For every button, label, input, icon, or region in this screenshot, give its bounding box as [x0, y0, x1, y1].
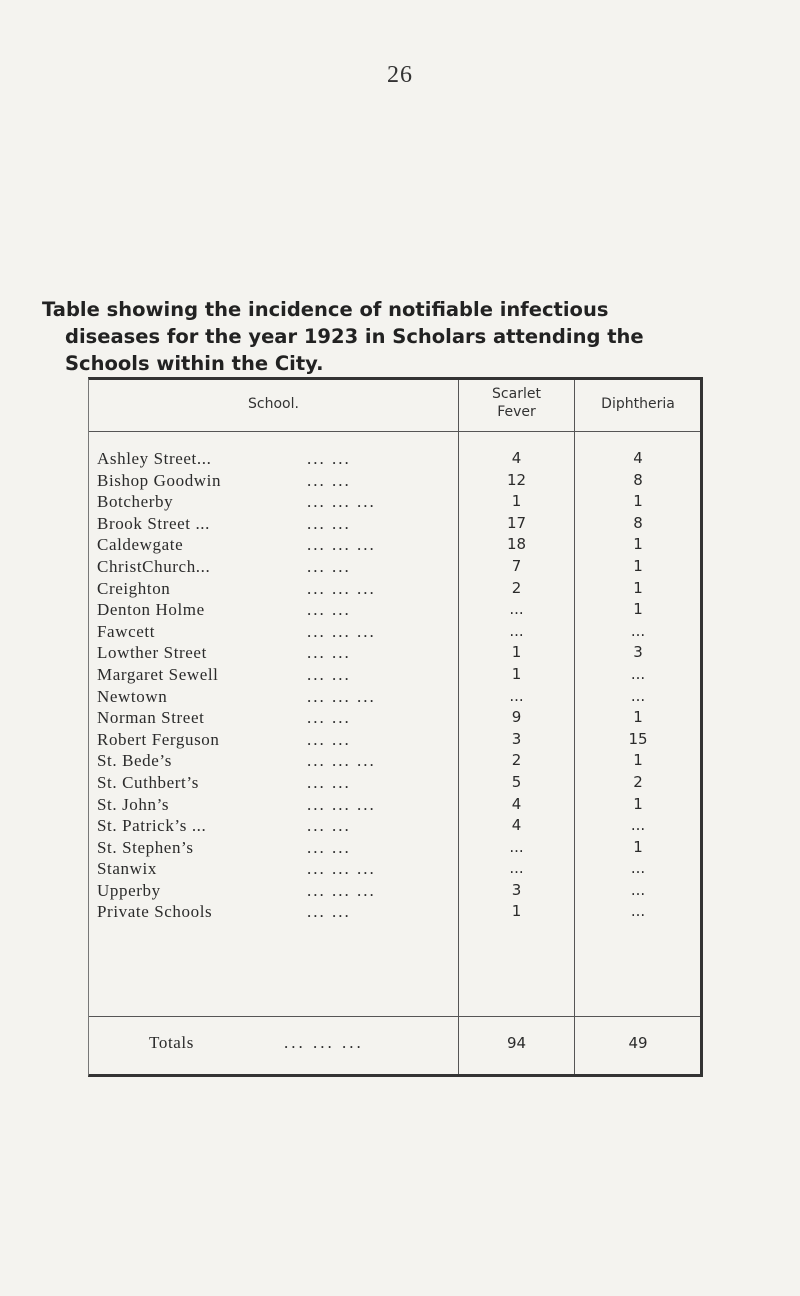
scarlet-fever-count: ... — [509, 621, 524, 640]
disease-incidence-table — [88, 377, 703, 1077]
leader-dots: ... ... ... — [307, 880, 376, 900]
diphtheria-count: 2 — [633, 772, 643, 791]
table-row — [89, 599, 700, 621]
scarlet-fever-count: 3 — [511, 880, 522, 899]
page-number: 26 — [387, 62, 413, 88]
header-scarlet-fever — [459, 385, 574, 421]
leader-dots: ... ... — [307, 556, 351, 576]
school-name: Fawcett — [97, 621, 156, 641]
leader-dots: ... ... — [307, 729, 351, 749]
heading-line-1: Table showing the incidence of notifiable infectious — [42, 298, 609, 321]
table-row — [89, 534, 700, 556]
school-name: ChristChurch... — [97, 556, 211, 576]
diphtheria-count: 1 — [633, 535, 643, 554]
header-scarlet-line-1: Scarlet — [492, 386, 541, 402]
leader-dots: ... ... ... — [307, 751, 376, 771]
scarlet-fever-count: 17 — [506, 513, 527, 532]
diphtheria-count: 1 — [633, 794, 643, 813]
school-name: Stanwix — [97, 859, 157, 879]
table-row — [89, 901, 700, 923]
leader-dots: ... ... ... — [307, 492, 376, 512]
scarlet-fever-count: 4 — [511, 794, 522, 813]
scarlet-fever-count: 1 — [511, 643, 522, 662]
table-row — [89, 578, 700, 600]
leader-dots: ... ... — [307, 772, 351, 792]
diphtheria-count: ... — [630, 621, 646, 640]
school-name: Robert Ferguson — [97, 729, 220, 749]
table-row — [89, 491, 700, 513]
scarlet-fever-count: ... — [509, 600, 524, 619]
diphtheria-count: 4 — [633, 449, 643, 467]
table-row — [89, 772, 700, 794]
table-row — [89, 621, 700, 643]
scarlet-fever-count: 9 — [511, 708, 522, 727]
diphtheria-count: 8 — [633, 513, 643, 532]
leader-dots: ... ... — [307, 837, 351, 857]
leader-dots: ... ... ... — [284, 1033, 364, 1052]
scarlet-fever-count: 4 — [511, 449, 522, 467]
table-row — [89, 556, 700, 578]
scarlet-fever-count: 2 — [511, 751, 522, 770]
totals-row — [89, 1028, 700, 1058]
diphtheria-count: 1 — [633, 837, 643, 856]
school-name: St. John’s — [97, 794, 170, 814]
header-diphtheria: Diphtheria — [601, 396, 675, 412]
leader-dots: ... ... — [307, 449, 351, 468]
table-row — [89, 707, 700, 729]
table-row — [89, 880, 700, 902]
totals-diphtheria: 49 — [628, 1034, 648, 1052]
table-row — [89, 664, 700, 686]
leader-dots: ... ... — [307, 902, 351, 922]
scarlet-fever-count: 18 — [506, 535, 527, 554]
header-school: School. — [248, 396, 299, 412]
table-row — [89, 794, 700, 816]
table-row — [89, 686, 700, 708]
table-row — [89, 642, 700, 664]
diphtheria-count: 8 — [633, 470, 643, 489]
header-scarlet-line-2: Fever — [497, 404, 536, 420]
table-row — [89, 729, 700, 751]
leader-dots: ... ... — [307, 664, 351, 684]
school-name: St. Bede’s — [97, 751, 172, 771]
school-name: Margaret Sewell — [97, 664, 219, 684]
scarlet-fever-count: 1 — [511, 492, 522, 511]
diphtheria-count: ... — [630, 816, 646, 835]
scarlet-fever-count: 4 — [511, 816, 522, 835]
leader-dots: ... ... ... — [307, 794, 376, 814]
leader-dots: ... ... ... — [307, 578, 376, 598]
table-row — [89, 837, 700, 859]
heading-line-3: Schools within the City. — [65, 352, 324, 375]
table-row — [89, 448, 700, 470]
totals-scarlet-fever: 94 — [506, 1034, 527, 1052]
scarlet-fever-count: 5 — [511, 772, 522, 791]
totals-rule — [89, 1016, 700, 1017]
table-row — [89, 750, 700, 772]
table-body — [89, 448, 700, 923]
school-name: Caldewgate — [97, 535, 184, 555]
school-name: St. Cuthbert’s — [97, 772, 199, 792]
table-row — [89, 815, 700, 837]
scarlet-fever-count: 3 — [511, 729, 522, 748]
school-name: Norman Street — [97, 708, 205, 728]
table-row — [89, 513, 700, 535]
diphtheria-count: ... — [630, 664, 646, 683]
scarlet-fever-count: ... — [509, 686, 524, 705]
school-name: Ashley Street... — [97, 449, 212, 468]
leader-dots: ... ... — [307, 708, 351, 728]
diphtheria-count: 1 — [633, 578, 643, 597]
table-row — [89, 470, 700, 492]
school-name: Bishop Goodwin — [97, 470, 222, 490]
diphtheria-count: ... — [630, 686, 646, 705]
leader-dots: ... ... — [307, 513, 351, 533]
scarlet-fever-count: 12 — [506, 470, 527, 489]
diphtheria-count: ... — [630, 880, 646, 899]
diphtheria-count: 1 — [633, 556, 643, 575]
school-name: St. Patrick’s ... — [97, 816, 207, 836]
heading-line-2: diseases for the year 1923 in Scholars attending the — [65, 325, 644, 348]
school-name: Botcherby — [97, 492, 174, 512]
school-name: Upperby — [97, 880, 161, 900]
header-rule — [89, 431, 700, 432]
scarlet-fever-count: 1 — [511, 664, 522, 683]
school-name: Creighton — [97, 578, 171, 598]
leader-dots: ... ... — [307, 816, 351, 836]
scarlet-fever-count: ... — [509, 837, 524, 856]
diphtheria-count: 15 — [628, 729, 648, 748]
diphtheria-count: 1 — [633, 708, 643, 727]
school-name: Newtown — [97, 686, 168, 706]
table-row — [89, 858, 700, 880]
diphtheria-count: ... — [630, 859, 646, 878]
leader-dots: ... ... ... — [307, 686, 376, 706]
diphtheria-count: ... — [630, 902, 646, 921]
diphtheria-count: 1 — [633, 600, 643, 619]
diphtheria-count: 1 — [633, 492, 643, 511]
diphtheria-count: 1 — [633, 751, 643, 770]
school-name: St. Stephen’s — [97, 837, 194, 857]
leader-dots: ... ... ... — [307, 859, 376, 879]
school-name: Private Schools — [97, 902, 213, 922]
school-name: Brook Street ... — [97, 513, 211, 533]
scarlet-fever-count: 7 — [511, 556, 522, 575]
leader-dots: ... ... — [307, 600, 351, 620]
leader-dots: ... ... ... — [307, 535, 376, 555]
leader-dots: ... ... — [307, 643, 351, 663]
scarlet-fever-count: ... — [509, 859, 524, 878]
table-heading — [42, 296, 772, 377]
scarlet-fever-count: 1 — [511, 902, 522, 921]
leader-dots: ... ... — [307, 470, 351, 490]
scarlet-fever-count: 2 — [511, 578, 522, 597]
school-name: Denton Holme — [97, 600, 205, 620]
school-name: Lowther Street — [97, 643, 207, 663]
totals-label: Totals — [149, 1033, 194, 1052]
leader-dots: ... ... ... — [307, 621, 376, 641]
diphtheria-count: 3 — [633, 643, 643, 662]
